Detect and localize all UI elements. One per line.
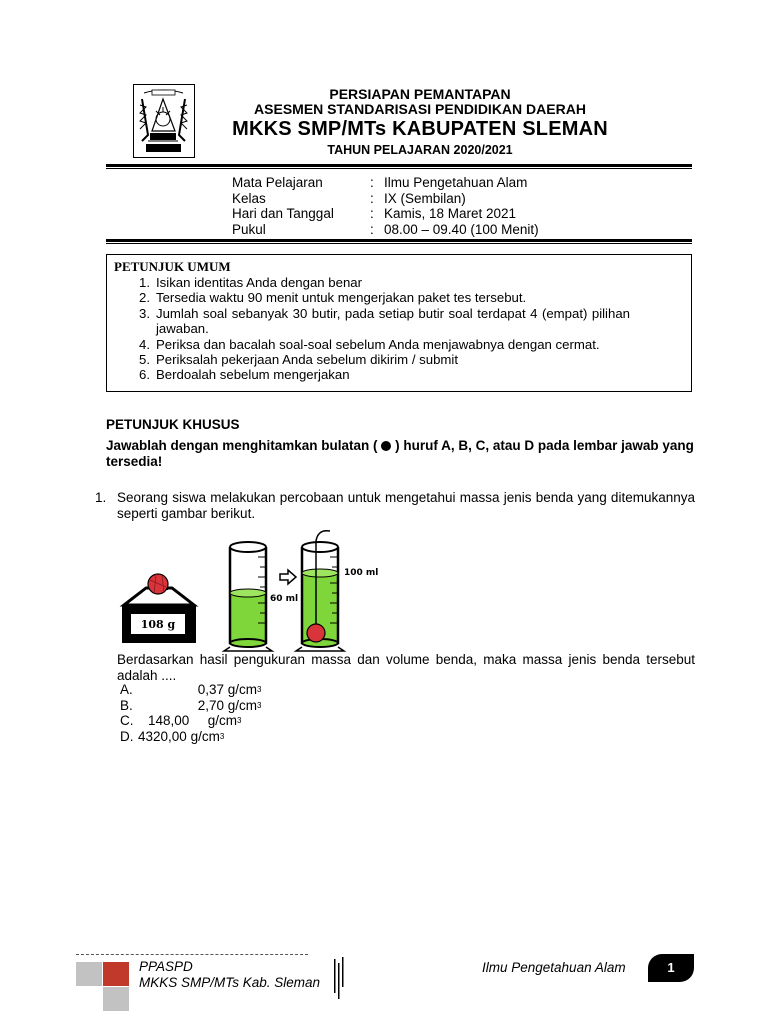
- option-unit-sup: 3: [257, 700, 262, 710]
- footer-square-red: [103, 962, 129, 986]
- list-item-number: 3.: [139, 305, 150, 321]
- question-prompt: Berdasarkan hasil pengukuran massa dan volume benda, maka massa jenis benda tersebut adalah ....: [117, 652, 695, 683]
- filled-circle-icon: [381, 441, 391, 451]
- measuring-cylinder-2: [296, 531, 344, 651]
- footer-square-gray: [76, 962, 102, 986]
- special-instructions-before: Jawablah dengan menghitamkan bulatan (: [106, 438, 378, 453]
- identity-value: IX (Sembilan): [384, 190, 466, 206]
- identity-row: [232, 222, 539, 238]
- option-letter: C.: [120, 713, 134, 728]
- option-letter: A.: [120, 682, 133, 697]
- option-unit: g/cm: [190, 728, 220, 744]
- list-item: [130, 290, 630, 305]
- answer-options: [120, 682, 261, 744]
- list-item-text: Isikan identitas Anda dengan benar: [156, 275, 363, 290]
- list-item: [130, 275, 630, 290]
- option-value: 148,00: [148, 713, 190, 728]
- list-item-text: Tersedia waktu 90 menit untuk mengerjakan paket tes tersebut.: [156, 290, 527, 306]
- option-unit: g/cm: [207, 713, 238, 728]
- cylinder1-label: 60 ml: [270, 594, 299, 604]
- cylinder2-label: 100 ml: [344, 568, 379, 578]
- list-item-number: 1.: [139, 275, 150, 290]
- page-number-badge: 1: [648, 954, 694, 982]
- scale-reading: 108 g: [140, 618, 176, 631]
- identity-label: Pukul: [232, 221, 266, 237]
- list-item: [130, 306, 630, 337]
- header-line-2: ASESMEN STANDARISASI PENDIDIKAN DAERAH: [254, 101, 586, 117]
- answer-option: [120, 698, 261, 714]
- option-value: 4320,00: [138, 728, 187, 744]
- footer-dashed-rule: [76, 954, 308, 955]
- header-year: TAHUN PELAJARAN 2020/2021: [327, 143, 513, 157]
- footer-square-gray-2: [103, 987, 129, 1011]
- identity-colon: :: [370, 221, 374, 237]
- list-item: [130, 337, 630, 352]
- identity-colon: :: [370, 206, 374, 221]
- footer-bars-icon: [333, 957, 345, 999]
- answer-option: [120, 713, 261, 729]
- list-item-text: Periksalah pekerjaan Anda sebelum dikirim / submit: [156, 352, 458, 368]
- list-item-number: 5.: [139, 352, 150, 368]
- identity-value: Kamis, 18 Maret 2021: [384, 206, 517, 221]
- footer-org-full: MKKS SMP/MTs Kab. Sleman: [139, 975, 321, 990]
- special-instructions-title: PETUNJUK KHUSUS: [106, 417, 240, 432]
- identity-row: [232, 191, 539, 207]
- rock-object-icon: [148, 574, 168, 594]
- list-item: [130, 352, 630, 367]
- special-instructions-text: [106, 438, 698, 470]
- option-unit-sup: 3: [257, 685, 262, 694]
- header-line-1: PERSIAPAN PEMANTAPAN: [329, 86, 511, 102]
- question-number: 1.: [95, 490, 107, 505]
- list-item-text: Jumlah soal sebanyak 30 butir, pada setiap butir soal terdapat 4 (empat) pilihan jawaban.: [156, 305, 630, 337]
- identity-table: [232, 175, 539, 237]
- sleman-logo: [133, 84, 195, 158]
- option-value: 2,70: [197, 697, 224, 713]
- answer-option: [120, 682, 261, 698]
- identity-label: Kelas: [232, 190, 266, 206]
- measuring-cylinder-1: [224, 542, 272, 651]
- question-text: Seorang siswa melakukan percobaan untuk mengetahui massa jenis benda yang ditemukannya seperti gambar berikut.: [117, 490, 695, 521]
- option-value: 0,37: [197, 682, 224, 697]
- identity-value: Ilmu Pengetahuan Alam: [384, 175, 528, 190]
- option-letter: B.: [120, 697, 133, 713]
- option-unit: g/cm: [227, 697, 258, 713]
- general-instructions-list: [130, 275, 630, 383]
- identity-rule: [106, 239, 692, 242]
- identity-colon: :: [370, 190, 374, 206]
- option-unit-sup: 3: [237, 716, 242, 725]
- identity-rule-thin: [106, 243, 692, 244]
- list-item: [130, 367, 630, 382]
- footer-subject: Ilmu Pengetahuan Alam: [482, 960, 626, 975]
- identity-row: [232, 206, 539, 222]
- arrow-right-icon: [280, 570, 296, 584]
- scale-icon: [122, 588, 196, 643]
- identity-colon: :: [370, 175, 374, 190]
- list-item-number: 6.: [139, 367, 150, 383]
- identity-label: Mata Pelajaran: [232, 175, 323, 190]
- header-title: MKKS SMP/MTs KABUPATEN SLEMAN: [232, 118, 608, 140]
- sleman-emblem-icon: [134, 85, 193, 156]
- list-item-text: Periksa dan bacalah soal-soal sebelum Anda menjawabnya dengan cermat.: [156, 336, 600, 352]
- identity-label: Hari dan Tanggal: [232, 206, 334, 221]
- special-instructions-after: ) huruf A, B, C, atau D pada lembar jawab yang tersedia!: [106, 438, 694, 469]
- option-unit-sup: 3: [219, 731, 225, 741]
- answer-option: [120, 729, 261, 745]
- list-item-text: Berdoalah sebelum mengerjakan: [156, 367, 350, 383]
- identity-value: 08.00 – 09.40 (100 Menit): [384, 221, 539, 237]
- footer-org-short: PPASPD: [139, 959, 193, 974]
- header-rule-thin: [106, 168, 692, 169]
- identity-row: [232, 175, 539, 191]
- option-unit: g/cm: [227, 682, 258, 697]
- general-instructions-title: PETUNJUK UMUM: [114, 259, 231, 274]
- list-item-number: 4.: [139, 336, 150, 352]
- experiment-figure: [118, 527, 379, 654]
- option-letter: D.: [120, 728, 134, 744]
- list-item-number: 2.: [139, 290, 150, 306]
- header-rule: [106, 164, 692, 167]
